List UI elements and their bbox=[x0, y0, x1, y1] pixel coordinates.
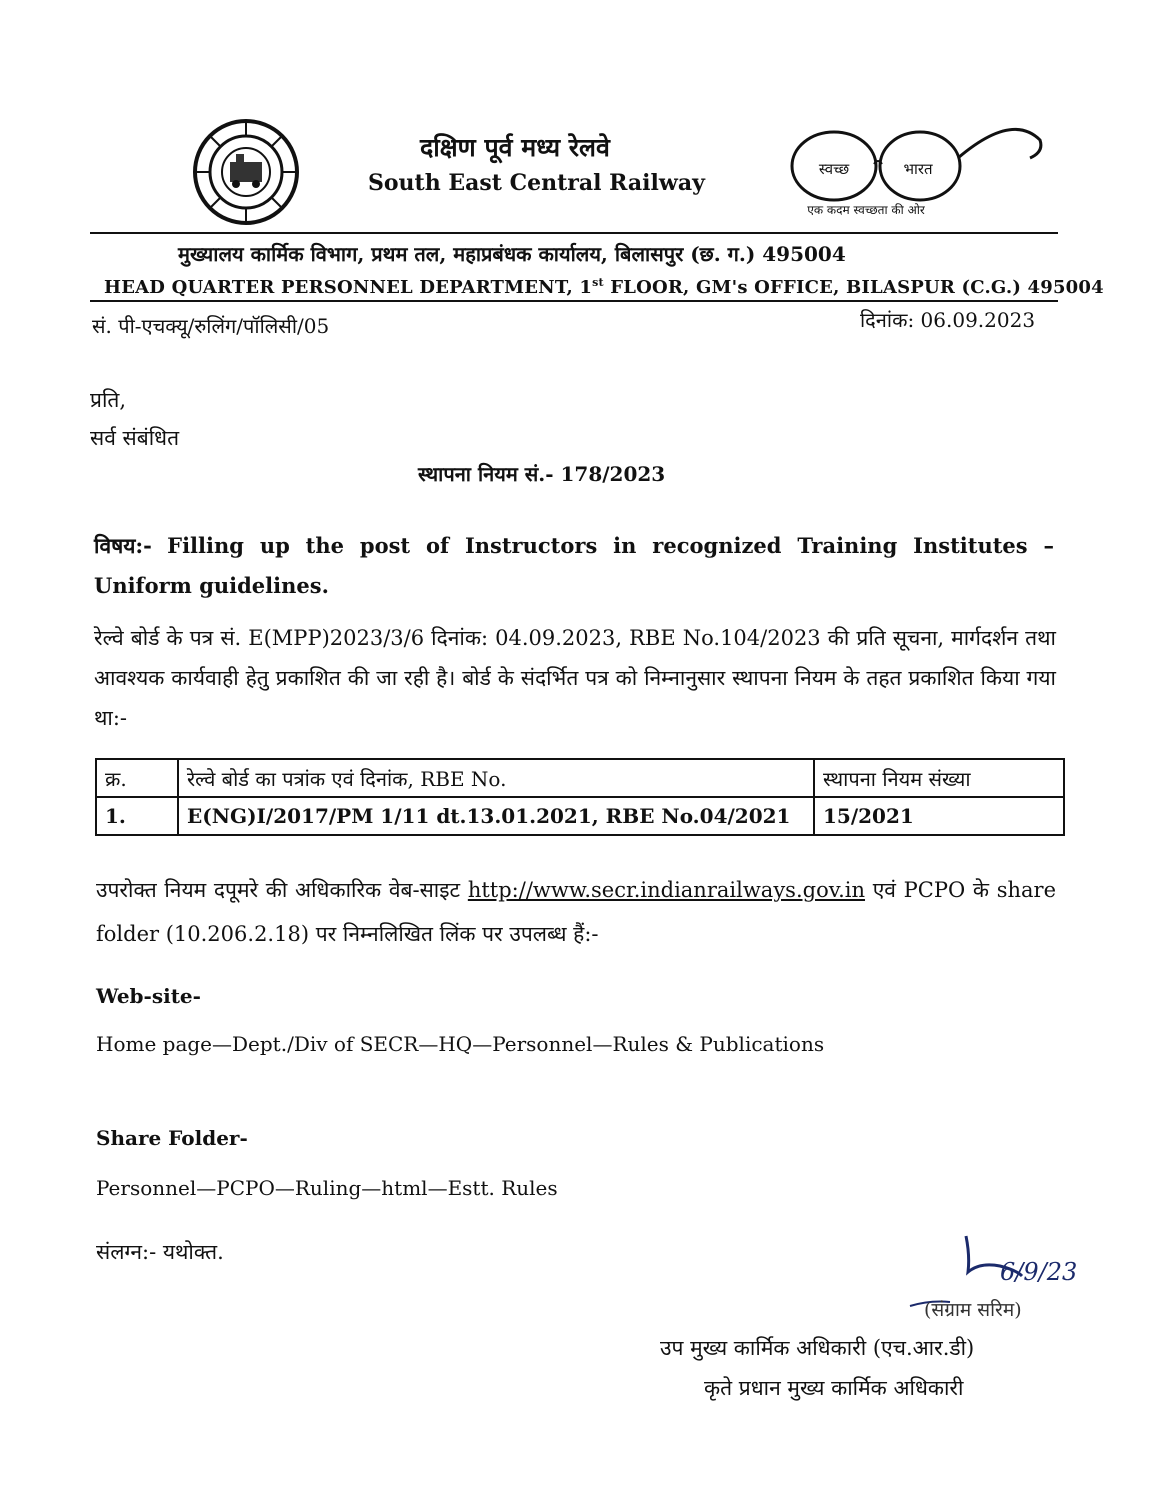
signatory-designation: उप मुख्य कार्मिक अधिकारी (एच.आर.डी) bbox=[660, 1336, 975, 1360]
address-english: HEAD QUARTER PERSONNEL DEPARTMENT, 1st FLOOR, GM's OFFICE, BILASPUR (C.G.) 495004 bbox=[104, 276, 1104, 298]
indian-railways-emblem-icon bbox=[192, 118, 300, 226]
share-folder-heading: Share Folder- bbox=[96, 1126, 248, 1150]
reference-table bbox=[95, 758, 1065, 836]
swachh-bharat-logo bbox=[782, 118, 1050, 220]
header-rule-top bbox=[90, 232, 1058, 234]
table-cell: 15/2021 bbox=[814, 797, 1064, 835]
bharat-word: भारत bbox=[903, 160, 933, 178]
website-heading: Web-site- bbox=[96, 984, 201, 1008]
header-rule-bottom bbox=[90, 300, 1058, 302]
website-path: Home page—Dept./Div of SECR—HQ—Personnel—Rules & Publications bbox=[96, 1032, 825, 1056]
table-header-cell: रेल्वे बोर्ड का पत्रांक एवं दिनांक, RBE No. bbox=[178, 759, 814, 797]
table-cell: E(NG)I/2017/PM 1/11 dt.13.01.2021, RBE No.04/2021 bbox=[178, 797, 814, 835]
handwritten-date: 6/9/23 bbox=[1000, 1258, 1078, 1286]
signatory-name: (संग्राम सरिम) bbox=[924, 1299, 1022, 1321]
recipient-line-2: सर्व संबंधित bbox=[90, 426, 180, 450]
share-folder-path: Personnel—PCPO—Ruling—html—Estt. Rules bbox=[96, 1176, 558, 1200]
address-hindi: मुख्यालय कार्मिक विभाग, प्रथम तल, महाप्रबंधक कार्यालय, बिलासपुर (छ. ग.) 495004 bbox=[178, 242, 846, 266]
table-header-cell: क्र. bbox=[96, 759, 178, 797]
establishment-rule-number: स्थापना नियम सं.- 178/2023 bbox=[418, 462, 666, 486]
reference-number: सं. पी-एचक्यू/रुलिंग/पॉलिसी/05 bbox=[92, 314, 330, 338]
letter-date: दिनांक: 06.09.2023 bbox=[860, 308, 1036, 332]
organization-name-hindi: दक्षिण पूर्व मध्य रेलवे bbox=[420, 133, 610, 162]
table-row bbox=[96, 797, 1064, 835]
paragraph-2: उपरोक्त नियम दपूमरे की अधिकारिक वेब-साइट http://www.secr.indianrailways.gov.in एवं PCPO के share folder (10.206.2.18) पर निम्नलिखित लिंक पर उपलब्ध हैं:- bbox=[96, 878, 1056, 946]
subject-label: विषय:- bbox=[94, 533, 152, 558]
recipient-line-1: प्रति, bbox=[90, 388, 127, 412]
enclosure: संलग्न:- यथोक्त. bbox=[96, 1240, 224, 1264]
subject-text: Filling up the post of Instructors in recognized Training Institutes – Uniform guidelines. bbox=[94, 533, 1054, 598]
table-cell: 1. bbox=[96, 797, 178, 835]
subject bbox=[94, 526, 1054, 606]
swachh-word: स्वच्छ bbox=[818, 160, 850, 178]
paragraph-1: रेल्वे बोर्ड के पत्र सं. E(MPP)2023/3/6 दिनांक: 04.09.2023, RBE No.104/2023 की प्रति सूचना, मार्गदर्शन तथा आवश्यक कार्यवाही हेतु प्रकाशित की जा रही है। बोर्ड के संदर्भित पत्र को निम्नानुसार स्थापना नियम के तहत प्रकाशित किया गया था:- bbox=[94, 626, 1056, 730]
swachh-tagline: एक कदम स्वच्छता की ओर bbox=[807, 203, 925, 217]
table-header-cell: स्थापना नियम संख्या bbox=[814, 759, 1064, 797]
website-link[interactable]: http://www.secr.indianrailways.gov.in bbox=[467, 878, 866, 902]
signatory-on-behalf: कृते प्रधान मुख्य कार्मिक अधिकारी bbox=[704, 1376, 964, 1400]
organization-name-english: South East Central Railway bbox=[368, 170, 705, 196]
table-header-row bbox=[96, 759, 1064, 797]
